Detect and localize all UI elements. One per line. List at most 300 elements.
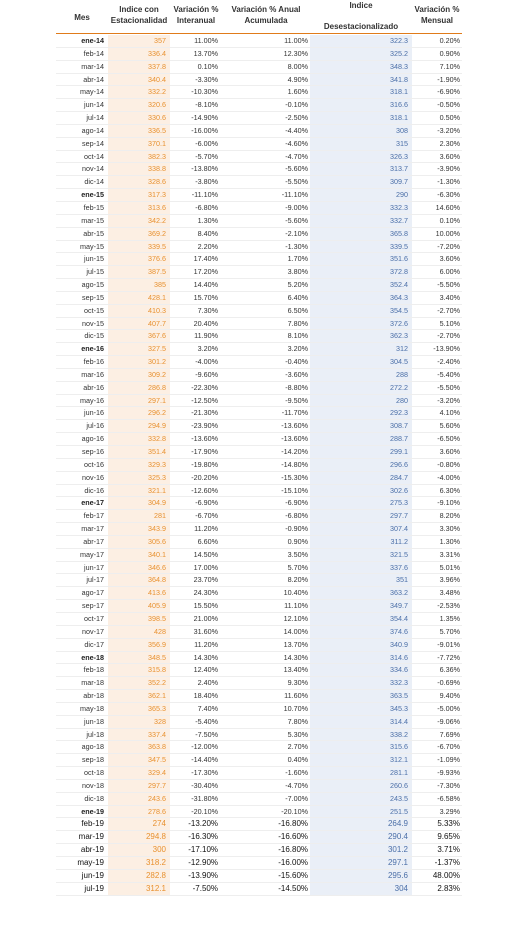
cell-vaa: -13.60% (281, 421, 308, 431)
cell-ice: 343.9 (108, 523, 170, 535)
cell-ides: 352.4 (310, 279, 412, 291)
table-row (56, 818, 462, 831)
cell-ides: 334.6 (310, 664, 412, 676)
cell-ice: 428.1 (108, 292, 170, 304)
cell-ides: 272.2 (310, 382, 412, 394)
cell-mes: may-16 (80, 395, 104, 405)
cell-ice: 337.8 (108, 61, 170, 73)
cell-vi: 13.70% (193, 48, 218, 58)
table-row (56, 754, 462, 767)
table-row (56, 536, 462, 549)
cell-mes: may-14 (80, 87, 104, 97)
cell-ice: 398.5 (108, 613, 170, 625)
cell-mes: abr-18 (83, 691, 104, 701)
cell-vaa: 13.40% (283, 665, 308, 675)
cell-vm: -7.20% (437, 241, 460, 251)
header-indice-estacionalidad (108, 4, 170, 26)
table-row (56, 343, 462, 356)
table-row (56, 883, 462, 896)
cell-vi: 15.70% (193, 292, 218, 302)
cell-ice: 325.3 (108, 472, 170, 484)
table-row (56, 780, 462, 793)
cell-vm: 5.10% (439, 318, 460, 328)
cell-vi: 15.50% (193, 601, 218, 611)
table-row (56, 382, 462, 395)
cell-ice: 286.8 (108, 382, 170, 394)
cell-vaa: 0.90% (287, 536, 308, 546)
cell-ides: 341.8 (310, 74, 412, 86)
cell-vm: -9.06% (437, 716, 460, 726)
cell-ice: 428 (108, 626, 170, 638)
cell-mes: ago-14 (81, 125, 104, 135)
cell-vm: -5.40% (437, 369, 460, 379)
cell-vaa: -14.20% (281, 447, 308, 456)
cell-mes: jun-14 (84, 100, 104, 110)
cell-vm: -7.30% (437, 780, 460, 790)
cell-ice: 407.7 (108, 318, 170, 330)
cell-mes: abr-16 (83, 382, 104, 392)
table-row (56, 485, 462, 498)
table-row (56, 202, 462, 215)
cell-ice: 294.9 (108, 420, 170, 432)
cell-vi: -23.90% (191, 421, 218, 431)
cell-vaa: -4.70% (285, 151, 308, 161)
cell-vm: -0.80% (437, 459, 460, 469)
cell-ice: 356.9 (108, 639, 170, 651)
table-row (56, 35, 462, 48)
cell-ides: 302.6 (310, 485, 412, 497)
cell-vm: 3.48% (439, 588, 460, 598)
cell-vi: -11.10% (191, 190, 218, 200)
cell-vm: 5.60% (439, 421, 460, 431)
cell-vi: 14.30% (193, 652, 218, 662)
cell-ides: 264.9 (310, 818, 412, 830)
cell-mes: dic-16 (84, 485, 104, 495)
cell-ice: 370.1 (108, 138, 170, 150)
cell-ides: 243.5 (310, 793, 412, 805)
cell-vm: -6.50% (437, 434, 460, 444)
table-row (56, 793, 462, 806)
table-row (56, 48, 462, 61)
table-row (56, 574, 462, 587)
cell-ice: 281 (108, 510, 170, 522)
cell-mes: feb-17 (83, 511, 104, 521)
table-row (56, 99, 462, 112)
header-ice-line2: Estacionalidad (110, 16, 168, 25)
cell-vm: -0.69% (437, 678, 460, 688)
cell-mes: feb-19 (81, 819, 104, 829)
cell-ides: 297.1 (310, 857, 412, 869)
table-row (56, 86, 462, 99)
cell-ice: 312.1 (108, 883, 170, 895)
header-vi-line1: Variación % (173, 5, 219, 14)
cell-mes: ene-19 (81, 806, 104, 816)
cell-vi: 11.90% (194, 331, 218, 341)
cell-vi: 2.40% (197, 678, 218, 688)
table-row (56, 510, 462, 523)
cell-ides: 321.5 (310, 549, 412, 561)
cell-vm: 4.10% (439, 408, 460, 418)
cell-vm: 0.90% (439, 48, 460, 58)
cell-vaa: 11.60% (284, 691, 308, 701)
cell-vm: -2.70% (437, 305, 460, 315)
cell-vm: 5.70% (439, 626, 460, 636)
cell-ice: 315.8 (108, 664, 170, 676)
table-row (56, 125, 462, 138)
cell-ice: 363.8 (108, 741, 170, 753)
cell-vm: 3.60% (439, 151, 460, 161)
cell-ice: 387.5 (108, 266, 170, 278)
table-row (56, 356, 462, 369)
cell-vm: 2.83% (437, 883, 460, 893)
cell-vi: -12.60% (191, 485, 218, 495)
cell-vi: -3.30% (195, 74, 218, 84)
table-row (56, 228, 462, 241)
cell-vaa: -3.60% (285, 369, 308, 379)
header-mes: Mes (74, 13, 90, 22)
cell-vm: -9.93% (437, 768, 460, 778)
header-ice-line1: Indice con (119, 5, 159, 14)
cell-ice: 340.1 (108, 549, 170, 561)
cell-ice: 348.5 (108, 652, 170, 664)
cell-vi: 20.40% (193, 318, 218, 328)
cell-vm: 3.71% (437, 845, 460, 855)
header-vm-line2: Mensual (420, 16, 453, 25)
cell-vi: 7.40% (197, 703, 218, 713)
cell-vm: -4.00% (437, 472, 460, 482)
table-row (56, 433, 462, 446)
table-row (56, 497, 462, 510)
cell-vi: 3.20% (197, 344, 218, 354)
cell-vi: -17.10% (188, 845, 218, 855)
cell-mes: ene-16 (81, 344, 104, 354)
cell-vi: -6.70% (195, 511, 218, 521)
cell-ides: 351 (310, 574, 412, 586)
cell-mes: jul-19 (84, 883, 104, 893)
cell-vi: -13.90% (188, 870, 218, 880)
cell-vi: 31.60% (193, 626, 218, 636)
cell-ice: 385 (108, 279, 170, 291)
cell-vm: -5.50% (437, 280, 460, 290)
cell-ides: 313.7 (310, 163, 412, 175)
cell-vaa: -16.80% (278, 819, 308, 829)
header-indice-desestacionalizado (310, 0, 412, 32)
cell-mes: feb-14 (83, 48, 104, 58)
cell-ides: 309.7 (310, 176, 412, 188)
cell-vi: 7.30% (197, 305, 218, 315)
cell-ice: 376.6 (108, 253, 170, 265)
cell-mes: mar-14 (81, 61, 104, 71)
cell-ides: 365.8 (310, 228, 412, 240)
cell-ides: 280 (310, 395, 412, 407)
cell-ice: 243.6 (108, 793, 170, 805)
table-row (56, 241, 462, 254)
cell-mes: dic-15 (84, 331, 104, 341)
cell-vm: 48.00% (432, 870, 460, 880)
cell-ides: 340.9 (310, 639, 412, 651)
cell-ides: 318.1 (310, 86, 412, 98)
cell-vi: 12.40% (193, 665, 218, 675)
table-row (56, 870, 462, 883)
cell-mes: mar-15 (81, 215, 104, 225)
cell-ides: 315 (310, 138, 412, 150)
cell-ice: 320.6 (108, 99, 170, 111)
cell-mes: ene-15 (81, 190, 104, 200)
cell-mes: ene-14 (81, 36, 104, 45)
cell-vaa: 6.40% (287, 292, 308, 302)
cell-ice: 328 (108, 716, 170, 728)
cell-vi: -13.20% (188, 819, 218, 829)
cell-ides: 362.3 (310, 330, 412, 342)
header-variacion-mensual (412, 4, 462, 26)
table-row (56, 690, 462, 703)
cell-ides: 308.7 (310, 420, 412, 432)
cell-vm: 6.00% (439, 267, 460, 277)
table-row (56, 395, 462, 408)
cell-ice: 357 (108, 35, 170, 47)
cell-vm: -0.50% (437, 100, 460, 110)
cell-ice: 297.7 (108, 780, 170, 792)
cell-ice: 274 (108, 818, 170, 830)
cell-vaa: -15.60% (278, 870, 308, 880)
cell-vi: 14.40% (193, 280, 218, 290)
cell-ides: 308 (310, 125, 412, 137)
cell-vi: -5.40% (195, 716, 218, 726)
cell-ides: 304.5 (310, 356, 412, 368)
cell-vaa: 9.30% (287, 678, 308, 688)
table-row (56, 292, 462, 305)
table-row (56, 831, 462, 844)
cell-vi: 8.40% (197, 228, 218, 238)
cell-vaa: 14.00% (283, 626, 308, 636)
cell-ides: 290 (310, 189, 412, 201)
cell-vi: 1.30% (197, 215, 218, 225)
cell-ice: 317.3 (108, 189, 170, 201)
cell-vaa: 7.80% (287, 318, 308, 328)
cell-vm: 3.96% (439, 575, 460, 585)
cell-ides: 296.6 (310, 459, 412, 471)
cell-mes: may-18 (80, 703, 104, 713)
cell-vaa: -5.60% (285, 215, 308, 225)
cell-mes: jul-16 (86, 421, 104, 431)
cell-ides: 314.4 (310, 716, 412, 728)
cell-ides: 351.6 (310, 253, 412, 265)
cell-ides: 339.5 (310, 241, 412, 253)
data-table (56, 0, 462, 893)
cell-mes: may-19 (77, 858, 104, 867)
cell-ides: 284.7 (310, 472, 412, 484)
cell-vi: -17.30% (191, 768, 218, 778)
cell-vaa: 13.70% (283, 639, 308, 649)
cell-mes: feb-15 (83, 202, 104, 212)
header-vi-line2: Interanual (176, 16, 216, 25)
cell-ice: 294.8 (108, 831, 170, 843)
cell-mes: ago-15 (81, 280, 104, 290)
cell-ice: 332.2 (108, 86, 170, 98)
table-row (56, 459, 462, 472)
cell-vm: -6.58% (437, 793, 460, 803)
cell-mes: oct-14 (84, 151, 104, 161)
header-vaa-line2: Acumulada (244, 16, 288, 25)
header-variacion-anual-acumulada (222, 4, 310, 26)
cell-vi: 24.30% (193, 588, 218, 598)
cell-vaa: -4.60% (285, 138, 308, 148)
cell-ice: 313.6 (108, 202, 170, 214)
cell-mes: nov-15 (82, 318, 104, 328)
cell-vi: 17.40% (193, 254, 218, 264)
table-row (56, 652, 462, 665)
cell-vm: 1.35% (439, 613, 460, 623)
cell-ides: 363.2 (310, 587, 412, 599)
cell-ides: 332.3 (310, 202, 412, 214)
cell-vaa: 1.60% (287, 87, 308, 97)
cell-vaa: 5.30% (287, 729, 308, 739)
cell-ides: 348.3 (310, 61, 412, 73)
cell-vi: -6.90% (195, 498, 218, 508)
cell-vaa: -16.60% (278, 832, 308, 842)
cell-ice: 365.3 (108, 703, 170, 715)
cell-vm: 0.20% (439, 36, 460, 45)
table-row (56, 664, 462, 677)
cell-mes: abr-19 (80, 845, 104, 855)
cell-vi: -4.00% (195, 357, 218, 367)
cell-ides: 322.3 (310, 35, 412, 47)
cell-vi: -5.70% (195, 151, 218, 161)
cell-vi: -31.80% (191, 793, 218, 803)
cell-vaa: -2.10% (285, 228, 308, 238)
cell-vaa: -4.70% (285, 780, 308, 790)
cell-mes: nov-18 (82, 780, 104, 790)
cell-ides: 290.4 (310, 831, 412, 843)
cell-vm: 3.31% (439, 549, 460, 559)
cell-vi: -16.30% (188, 832, 218, 842)
cell-vm: 3.40% (439, 292, 460, 302)
cell-vaa: 2.70% (287, 742, 308, 752)
table-row (56, 613, 462, 626)
cell-ides: 374.6 (310, 626, 412, 638)
cell-ides: 295.6 (310, 870, 412, 882)
table-row (56, 112, 462, 125)
cell-ides: 315.6 (310, 741, 412, 753)
cell-vaa: -6.90% (285, 498, 308, 508)
cell-vaa: -9.00% (285, 202, 308, 212)
cell-vi: -14.40% (191, 755, 218, 765)
cell-ice: 382.3 (108, 151, 170, 163)
cell-vaa: -2.50% (285, 113, 308, 123)
cell-mes: abr-14 (83, 74, 104, 84)
table-row (56, 677, 462, 690)
cell-vi: -7.50% (195, 729, 218, 739)
cell-vi: -14.90% (191, 113, 218, 123)
table-row (56, 639, 462, 652)
cell-mes: dic-18 (84, 793, 104, 803)
cell-vaa: 5.20% (287, 280, 308, 290)
cell-vi: -13.80% (191, 164, 218, 174)
cell-vm: -6.30% (437, 190, 460, 200)
cell-ides: 312.1 (310, 754, 412, 766)
cell-ides: 275.3 (310, 497, 412, 509)
cell-vi: -12.00% (191, 742, 218, 752)
table-row (56, 600, 462, 613)
table-row (56, 703, 462, 716)
cell-vaa: 6.50% (287, 305, 308, 315)
cell-vi: 6.60% (197, 536, 218, 546)
cell-ice: 278.6 (108, 806, 170, 818)
cell-vm: -7.72% (437, 652, 460, 662)
cell-ice: 304.9 (108, 497, 170, 509)
cell-vm: 0.50% (439, 113, 460, 123)
cell-vm: -1.09% (437, 755, 460, 765)
cell-ides: 314.6 (310, 652, 412, 664)
cell-vi: -20.20% (191, 472, 218, 482)
cell-ice: 282.8 (108, 870, 170, 882)
cell-mes: jul-14 (86, 113, 104, 123)
cell-vm: 3.60% (439, 447, 460, 456)
cell-vaa: 3.80% (287, 267, 308, 277)
cell-mes: feb-16 (83, 357, 104, 367)
cell-mes: abr-17 (83, 536, 104, 546)
table-row (56, 163, 462, 176)
cell-vm: -5.00% (437, 703, 460, 713)
cell-vm: -1.30% (437, 177, 460, 187)
cell-mes: oct-15 (84, 305, 104, 315)
cell-vi: 11.20% (194, 524, 218, 534)
header-ides-line2: Desestacionalizado (323, 22, 399, 31)
cell-ice: 337.4 (108, 729, 170, 741)
table-row (56, 407, 462, 420)
cell-vaa: -7.00% (285, 793, 308, 803)
table-row (56, 472, 462, 485)
cell-vaa: 3.20% (287, 344, 308, 354)
cell-vaa: -16.00% (278, 858, 308, 867)
cell-ides: 297.7 (310, 510, 412, 522)
cell-vi: 17.20% (193, 267, 218, 277)
table-row (56, 305, 462, 318)
cell-vi: -30.40% (191, 780, 218, 790)
table-row (56, 61, 462, 74)
cell-mes: may-15 (80, 241, 104, 251)
cell-vaa: -4.40% (285, 125, 308, 135)
cell-vaa: -11.10% (281, 190, 308, 200)
cell-mes: ene-17 (81, 498, 104, 508)
cell-ides: 364.3 (310, 292, 412, 304)
cell-mes: jul-15 (86, 267, 104, 277)
cell-vm: -1.90% (437, 74, 460, 84)
cell-mes: sep-14 (82, 138, 104, 148)
cell-vaa: 11.10% (284, 601, 308, 611)
cell-ice: 351.4 (108, 446, 170, 458)
cell-mes: ene-18 (81, 652, 104, 662)
cell-ice: 362.1 (108, 690, 170, 702)
table-row (56, 189, 462, 202)
cell-ice: 297.1 (108, 395, 170, 407)
table-row (56, 549, 462, 562)
cell-ice: 347.5 (108, 754, 170, 766)
table-header (56, 0, 462, 34)
table-row (56, 562, 462, 575)
cell-ice: 346.6 (108, 562, 170, 574)
cell-mes: sep-17 (82, 601, 104, 611)
cell-vi: -7.50% (192, 883, 218, 893)
cell-vm: 6.36% (439, 665, 460, 675)
header-variacion-interanual (170, 4, 222, 26)
cell-mes: jun-16 (84, 408, 104, 418)
table-row (56, 587, 462, 600)
cell-mes: oct-18 (84, 768, 104, 778)
cell-mes: dic-17 (84, 639, 104, 649)
table-row (56, 138, 462, 151)
table-row (56, 844, 462, 857)
